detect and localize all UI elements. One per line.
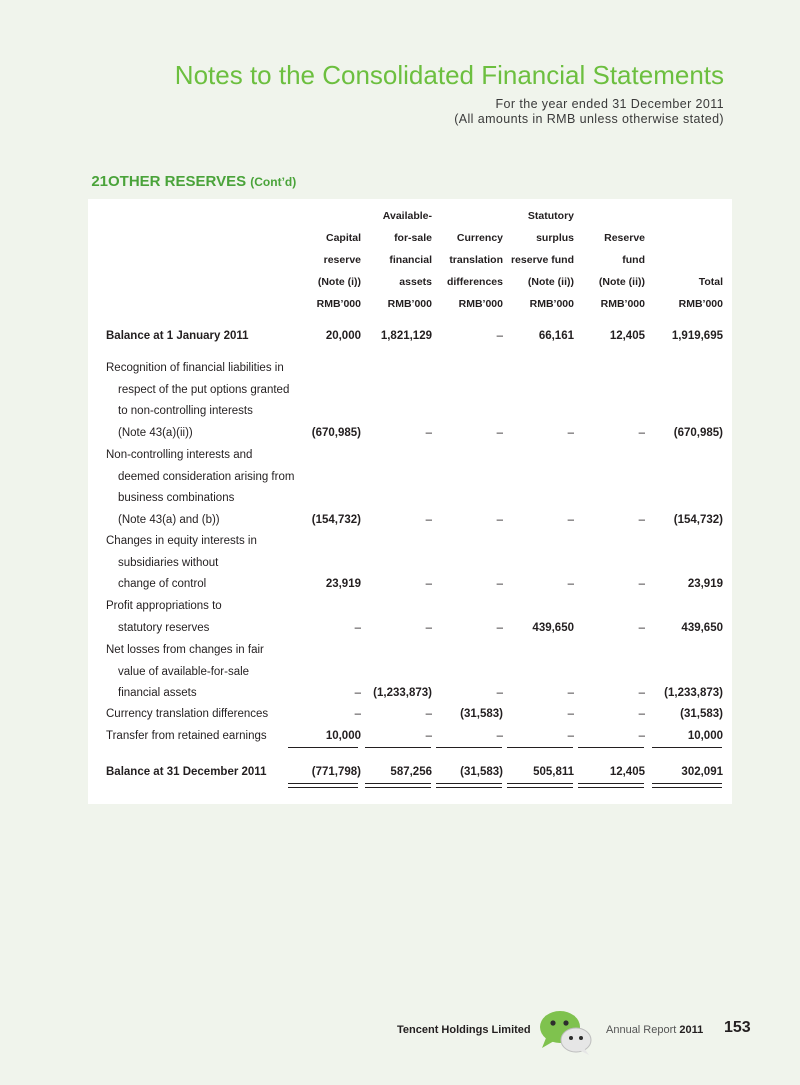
row-value: – bbox=[567, 687, 574, 700]
row-value: – bbox=[567, 730, 574, 742]
column-header-line: RMB’000 bbox=[600, 298, 645, 310]
row-value: (1,233,873) bbox=[664, 687, 723, 700]
column-header-line: assets bbox=[399, 276, 432, 288]
row-value: – bbox=[638, 708, 645, 720]
row-value: (31,583) bbox=[680, 708, 723, 720]
row-label-line: Currency translation differences bbox=[106, 708, 269, 720]
subtitle-line-2: (All amounts in RMB unless otherwise stated) bbox=[454, 112, 724, 126]
reserves-table bbox=[88, 199, 732, 804]
column-header-line: RMB’000 bbox=[387, 298, 432, 310]
row-value: – bbox=[425, 578, 432, 591]
row-value: – bbox=[425, 730, 432, 742]
row-label-line: statutory reserves bbox=[118, 621, 210, 634]
row-value: (31,583) bbox=[460, 708, 503, 720]
row-value: 20,000 bbox=[325, 330, 361, 342]
row-value: – bbox=[638, 578, 645, 591]
row-value: – bbox=[354, 687, 361, 700]
section-cont: (Cont’d) bbox=[250, 175, 297, 189]
total-double-rule bbox=[507, 783, 573, 788]
row-label-line: Transfer from retained earnings bbox=[106, 730, 267, 742]
row-label-line: Profit appropriations to bbox=[106, 600, 222, 612]
subtotal-rule bbox=[578, 747, 644, 748]
subtotal-rule bbox=[288, 747, 358, 748]
total-double-rule bbox=[365, 783, 431, 788]
column-header-line: Currency bbox=[456, 232, 503, 244]
row-value: – bbox=[638, 730, 645, 742]
row-value: (1,233,873) bbox=[373, 687, 432, 700]
column-header-line: translation bbox=[449, 254, 503, 266]
row-label-line: financial assets bbox=[118, 687, 197, 700]
row-value: – bbox=[496, 426, 503, 439]
row-value: – bbox=[567, 578, 574, 591]
row-value: – bbox=[425, 708, 432, 720]
row-value: 587,256 bbox=[390, 766, 432, 778]
row-label-line: Recognition of financial liabilities in bbox=[106, 362, 284, 374]
row-value: (771,798) bbox=[311, 766, 361, 778]
column-header-line: differences bbox=[446, 276, 503, 288]
subtotal-rule bbox=[365, 747, 431, 748]
column-header-line: Reserve bbox=[604, 232, 645, 244]
column-header-line: Available- bbox=[382, 210, 432, 222]
row-value: – bbox=[354, 621, 361, 634]
row-value: – bbox=[567, 513, 574, 526]
subtotal-rule bbox=[507, 747, 573, 748]
row-value: – bbox=[496, 513, 503, 526]
row-value: 66,161 bbox=[538, 330, 574, 342]
row-value: 10,000 bbox=[325, 730, 361, 742]
row-label-line: deemed consideration arising from bbox=[118, 470, 295, 483]
column-header-line: reserve fund bbox=[510, 254, 574, 266]
page-number: 153 bbox=[724, 1019, 751, 1036]
column-header-line: for-sale bbox=[394, 232, 432, 244]
row-value: – bbox=[496, 687, 503, 700]
section-title: OTHER RESERVES bbox=[108, 173, 247, 190]
column-header-line: Statutory bbox=[527, 210, 574, 222]
row-value: – bbox=[638, 687, 645, 700]
page-subtitle bbox=[454, 97, 724, 127]
row-value: 1,919,695 bbox=[671, 330, 723, 342]
footer-company: Tencent Holdings Limited bbox=[397, 1024, 531, 1036]
wechat-logo-icon bbox=[536, 1008, 596, 1056]
total-double-rule bbox=[578, 783, 644, 788]
row-label-line: Balance at 31 December 2011 bbox=[106, 766, 267, 778]
column-header-line: (Note (ii)) bbox=[527, 276, 574, 288]
row-label-line: business combinations bbox=[118, 492, 235, 505]
column-header-line: (Note (i)) bbox=[317, 276, 361, 288]
row-label-line: to non-controlling interests bbox=[118, 405, 253, 418]
row-value: (670,985) bbox=[311, 426, 361, 439]
row-label-line: Balance at 1 January 2011 bbox=[106, 330, 249, 342]
row-label-line: subsidiaries without bbox=[118, 556, 219, 569]
row-value: (154,732) bbox=[673, 513, 723, 526]
row-value: 302,091 bbox=[681, 766, 723, 778]
page-title: Notes to the Consolidated Financial Statements bbox=[174, 60, 724, 90]
subtitle-line-1: For the year ended 31 December 2011 bbox=[495, 97, 724, 111]
row-label-line: (Note 43(a) and (b)) bbox=[118, 513, 220, 526]
row-value: 439,650 bbox=[681, 621, 723, 634]
section-heading bbox=[76, 173, 296, 190]
row-value: – bbox=[354, 708, 361, 720]
footer-report bbox=[606, 1024, 703, 1036]
row-label-line: Non-controlling interests and bbox=[106, 449, 253, 461]
row-value: – bbox=[496, 621, 503, 634]
row-value: 12,405 bbox=[609, 330, 645, 342]
row-label-line: (Note 43(a)(ii)) bbox=[118, 426, 193, 439]
subtotal-rule bbox=[652, 747, 722, 748]
row-value: – bbox=[425, 426, 432, 439]
row-label-line: respect of the put options granted bbox=[118, 383, 290, 396]
row-value: 505,811 bbox=[533, 766, 574, 778]
row-value: – bbox=[496, 730, 503, 742]
row-label-line: value of available-for-sale bbox=[118, 665, 250, 678]
row-value: – bbox=[425, 513, 432, 526]
row-value: – bbox=[567, 708, 574, 720]
row-value: – bbox=[638, 621, 645, 634]
column-header-line: Capital bbox=[325, 232, 361, 244]
row-label-line: Changes in equity interests in bbox=[106, 535, 257, 547]
row-value: 439,650 bbox=[532, 621, 574, 634]
footer-report-year: 2011 bbox=[679, 1024, 704, 1036]
row-value: – bbox=[425, 621, 432, 634]
column-header-line: RMB’000 bbox=[316, 298, 361, 310]
column-header-line: (Note (ii)) bbox=[598, 276, 645, 288]
subtotal-rule bbox=[436, 747, 502, 748]
column-header-line: RMB’000 bbox=[678, 298, 723, 310]
row-label-line: Net losses from changes in fair bbox=[106, 644, 264, 656]
total-double-rule bbox=[436, 783, 502, 788]
row-value: (670,985) bbox=[673, 426, 723, 439]
total-double-rule bbox=[652, 783, 722, 788]
column-header-line: fund bbox=[622, 254, 645, 266]
row-value: – bbox=[496, 578, 503, 591]
row-value: (154,732) bbox=[311, 513, 361, 526]
row-value: 10,000 bbox=[687, 730, 723, 742]
column-header-line: surplus bbox=[536, 232, 574, 244]
column-header-line: reserve bbox=[323, 254, 361, 266]
row-value: (31,583) bbox=[460, 766, 503, 778]
column-header-line: financial bbox=[389, 254, 432, 266]
section-number: 21 bbox=[91, 173, 108, 190]
row-value: 23,919 bbox=[687, 578, 723, 591]
row-value: 1,821,129 bbox=[380, 330, 432, 342]
row-value: 23,919 bbox=[325, 578, 361, 591]
row-label-line: change of control bbox=[118, 578, 207, 591]
row-value: – bbox=[496, 330, 503, 342]
column-header-line: Total bbox=[698, 276, 723, 288]
row-value: – bbox=[567, 426, 574, 439]
total-double-rule bbox=[288, 783, 358, 788]
row-value: – bbox=[638, 513, 645, 526]
footer-report-label: Annual Report bbox=[606, 1024, 677, 1036]
row-value: – bbox=[638, 426, 645, 439]
row-value: 12,405 bbox=[609, 766, 645, 778]
column-header-line: RMB’000 bbox=[529, 298, 574, 310]
column-header-line: RMB’000 bbox=[458, 298, 503, 310]
